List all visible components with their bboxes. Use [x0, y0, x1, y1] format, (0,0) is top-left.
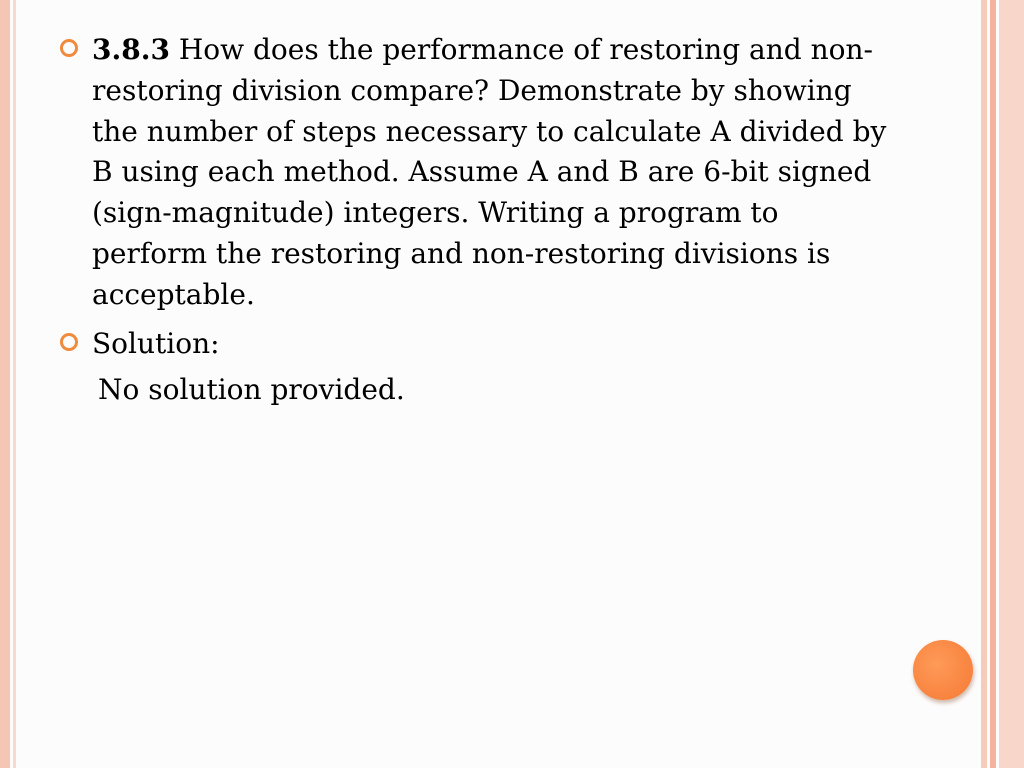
solution-bullet — [60, 324, 890, 365]
ring-bullet-icon — [60, 39, 78, 57]
question-number: 3.8.3 — [92, 33, 170, 66]
right-decorative-stripe-2 — [990, 0, 996, 768]
ring-bullet-icon — [60, 333, 78, 351]
question-bullet — [60, 30, 890, 316]
orange-circle-icon — [913, 640, 973, 700]
left-decorative-thin-stripe — [13, 0, 16, 768]
solution-label: Solution: — [92, 326, 220, 360]
left-decorative-stripe — [0, 0, 10, 768]
solution-text: No solution provided. — [98, 373, 405, 407]
slide-body — [60, 30, 890, 439]
right-decorative-stripe-1 — [981, 0, 987, 768]
right-decorative-stripe-3 — [999, 0, 1024, 768]
question-text: How does the performance of restoring and non-restoring division compare? Demonstrate by showing the number of steps necessary to calculate A divided by B using each method. Assume A and B are 6-bit signed (sign-magnitude) integers. Writing a program to perform the restoring and non-restoring divisions is acceptable. — [92, 33, 887, 311]
